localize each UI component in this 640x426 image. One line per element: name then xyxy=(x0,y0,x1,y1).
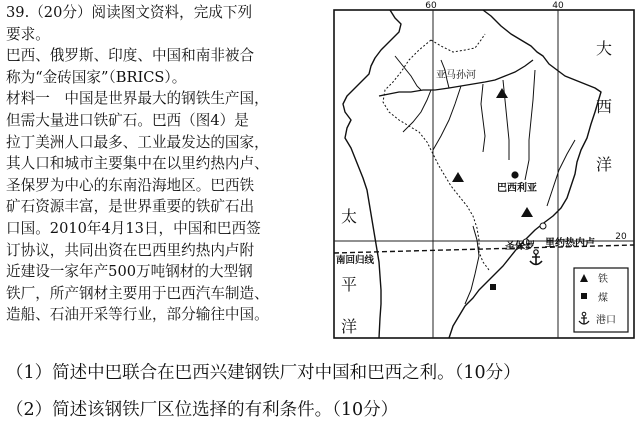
passage-line: 其人口和城市主要集中在以里约热内卢、 xyxy=(6,155,269,173)
legend-coal-symbol xyxy=(581,293,587,299)
passage-line: 圣保罗为中心的东南沿海地区。巴西铁 xyxy=(6,176,255,194)
legend-port-label: 港口 xyxy=(596,315,616,326)
rio-marker xyxy=(540,223,546,229)
lon-label-60: 60 xyxy=(425,1,437,11)
question-2: （2）简述该钢铁厂区位选择的有利条件。（10分） xyxy=(6,400,399,420)
lat-label-20: 20 xyxy=(615,232,627,242)
pacific-ocean-label: 太 xyxy=(341,207,358,226)
lon-label-40: 40 xyxy=(552,1,564,11)
passage-text xyxy=(6,2,328,326)
tropic-label: 南回归线 xyxy=(336,255,375,266)
passage-line: 称为“金砖国家”（BRICS）。 xyxy=(6,68,187,86)
passage-line: 材料一 中国是世界最大的钢铁生产国， xyxy=(6,90,269,108)
brazil-map-svg xyxy=(333,0,636,339)
coal-symbol xyxy=(490,284,496,290)
brasilia-marker xyxy=(511,171,518,178)
passage-line: 造船、石油开采等行业，部分输往中国。 xyxy=(6,306,269,324)
pacific-ocean-label: 洋 xyxy=(341,317,358,336)
passage-line: 但需大量进口铁矿石。巴西（图4）是 xyxy=(6,111,249,129)
amazon-label: 亚马孙河 xyxy=(436,70,476,81)
atlantic-ocean-label: 洋 xyxy=(596,155,613,174)
passage-line: 要求。 xyxy=(6,25,50,43)
passage-line: 口国。2010年4月13日，中国和巴西签 xyxy=(6,219,261,237)
passage-line: 铁厂，所产钢材主要用于巴西汽车制造、 xyxy=(6,284,269,302)
passage-line: 巴西、俄罗斯、印度、中国和南非被合 xyxy=(6,47,255,65)
passage-line: 39.（20分）阅读图文资料，完成下列 xyxy=(6,4,253,21)
sao-paulo-label: 圣保罗 xyxy=(505,241,535,252)
passage-line: 拉丁美洲人口最多、工业最发达的国家， xyxy=(6,133,269,151)
rio-label: 里约热内卢 xyxy=(545,238,595,249)
legend-coal-label: 煤 xyxy=(598,293,608,304)
passage-line: 近建设一家年产500万吨钢材的大型钢 xyxy=(6,263,253,281)
legend-iron-label: 铁 xyxy=(598,274,608,285)
pacific-ocean-label: 平 xyxy=(341,275,358,294)
atlantic-ocean-label: 大 xyxy=(596,39,613,58)
question-1: （1）简述中巴联合在巴西兴建钢铁厂对中国和巴西之利。（10分） xyxy=(6,363,521,383)
brasilia-label: 巴西利亚 xyxy=(497,183,537,194)
passage-line: 订协议，共同出资在巴西里约热内卢附 xyxy=(6,241,255,259)
passage-line: 矿石资源丰富，是世界重要的铁矿石出 xyxy=(6,198,255,216)
atlantic-ocean-label: 西 xyxy=(596,97,613,116)
map-legend xyxy=(574,268,628,332)
brazil-map xyxy=(333,0,636,339)
